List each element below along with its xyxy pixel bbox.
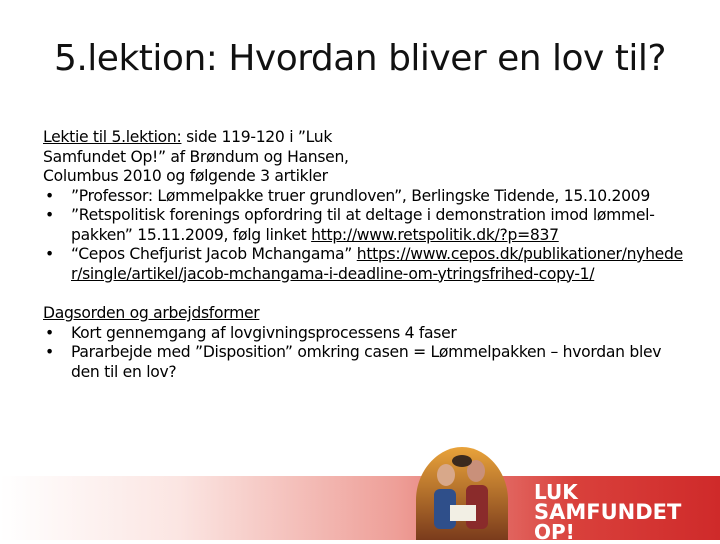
cepos-link[interactable]: https://www.cepos.dk/publikationer/nyheder/single/artikel/jacob-mchangama-i-deadline-om-ytringsfrihed-copy-1/ — [71, 245, 683, 283]
reading-list — [43, 187, 683, 285]
reading-line1: side 119-120 i ”Luk — [181, 128, 333, 146]
reading-heading: Lektie til 5.lektion: — [43, 128, 182, 146]
retspolitik-link[interactable]: http://www.retspolitik.dk/?p=837 — [311, 225, 559, 244]
slide-title: 5.lektion: Hvordan bliver en lov til? — [53, 38, 667, 79]
logo-line2: SAMFUNDET — [534, 500, 682, 524]
logo-line1: LUK — [534, 480, 578, 504]
list-item: • ”Retspolitisk forenings opfordring til at deltage i demonstration imod lømmel-pakken” 15.11.2009, følg linket http://www.retspolitik.dk/?p=837 — [43, 206, 683, 245]
luk-samfundet-op-logo — [520, 476, 710, 544]
book-cover-photo — [412, 445, 512, 540]
agenda-list — [43, 324, 683, 383]
agenda-heading: Dagsorden og arbejdsformer — [43, 304, 260, 322]
list-item: • Kort gennemgang af lovgivningsprocessens 4 faser — [43, 324, 683, 344]
list-item: • ”Professor: Lømmelpakke truer grundloven”, Berlingske Tidende, 15.10.2009 — [43, 187, 683, 207]
logo-line3: OP! — [534, 520, 575, 544]
reading-line2: Samfundet Op!” af Brøndum og Hansen, — [43, 147, 349, 166]
reading-line3: Columbus 2010 og følgende 3 artikler — [43, 167, 328, 185]
list-item: • “Cepos Chefjurist Jacob Mchangama” https://www.cepos.dk/publikationer/nyheder/single/artikel/jacob-mchangama-i-deadline-om-ytringsfrihed-copy-1/ — [43, 245, 683, 284]
list-item: • Pararbejde med ”Disposition” omkring casen = Lømmelpakken – hvordan blev den til en lov? — [43, 343, 683, 382]
reading-intro — [43, 128, 683, 187]
slide-content — [43, 128, 683, 382]
